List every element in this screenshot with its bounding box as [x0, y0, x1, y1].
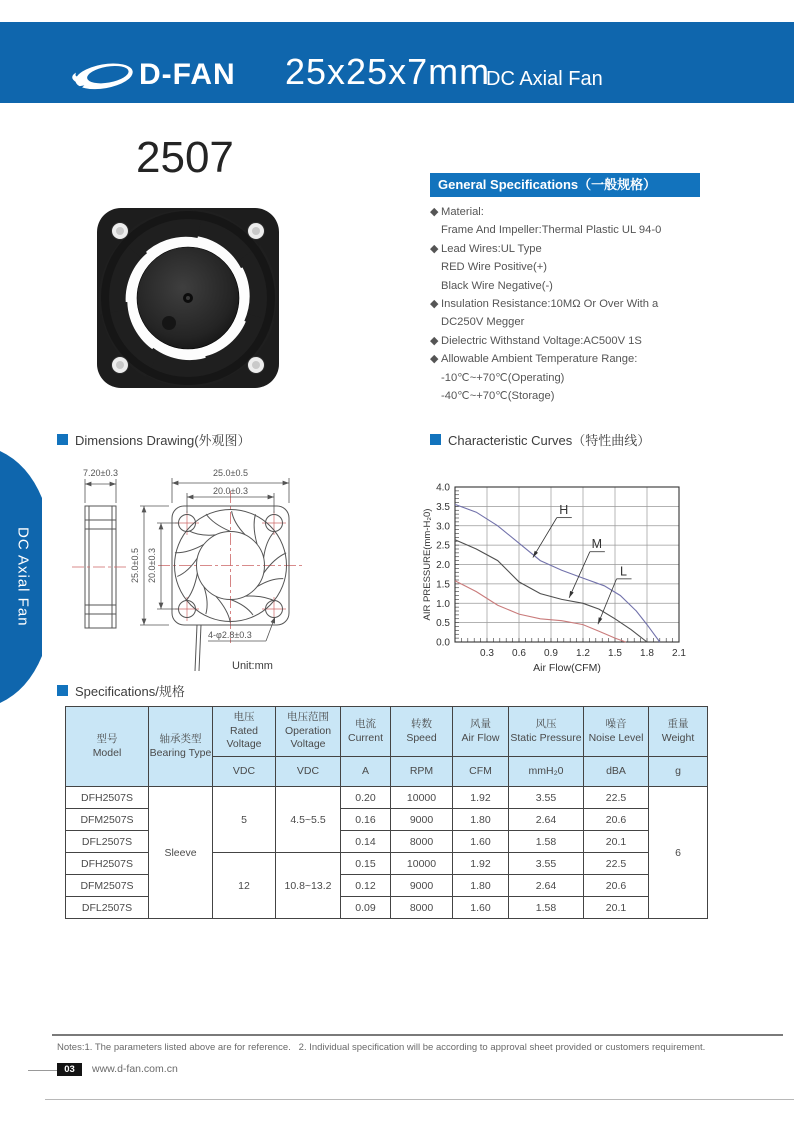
- spec-line: -40℃~+70℃(Storage): [441, 390, 555, 403]
- mount-holes-dim: 4-φ2.8±0.3: [208, 630, 252, 640]
- svg-text:1.0: 1.0: [436, 598, 450, 610]
- spec-line: Frame And Impeller:Thermal Plastic UL 94-0: [441, 224, 662, 237]
- svg-text:1.5: 1.5: [608, 648, 622, 659]
- cell-speed: 9000: [391, 875, 453, 897]
- col-header-noise: 噪音 Noise Level: [584, 707, 649, 757]
- col-header-bearing: 轴承类型 Bearing Type: [149, 707, 213, 787]
- cell-rated-voltage: 12: [213, 853, 276, 919]
- fan-product-image: [95, 202, 285, 392]
- cell-current: 0.12: [341, 875, 391, 897]
- specifications-section-title: Specifications/规格: [57, 681, 185, 700]
- diamond-bullet-icon: ◆: [430, 206, 439, 218]
- svg-text:L: L: [620, 564, 628, 579]
- header-band: [0, 22, 794, 103]
- col-header-speed: 转数 Speed: [391, 707, 453, 757]
- cell-pressure: 3.55: [509, 853, 584, 875]
- cell-noise: 20.1: [584, 831, 649, 853]
- general-specs-header: General Specifications（一般规格）: [430, 173, 700, 197]
- dimensions-drawing: [60, 463, 410, 678]
- hole-pitch-h-dim: 20.0±0.3: [147, 548, 157, 583]
- svg-text:3.0: 3.0: [436, 521, 450, 533]
- unit-vdc: VDC: [276, 757, 341, 787]
- cell-current: 0.16: [341, 809, 391, 831]
- cell-operation-voltage: 4.5~5.5: [276, 787, 341, 853]
- col-header-model: 型号 Model: [66, 707, 149, 787]
- cell-noise: 22.5: [584, 787, 649, 809]
- characteristic-curves-chart: [420, 465, 792, 677]
- brand-name: D-FAN: [139, 58, 236, 91]
- page-number-badge: 03: [57, 1063, 82, 1076]
- col-header-airflow: 风量 Air Flow: [453, 707, 509, 757]
- spec-line: RED Wire Positive(+): [441, 261, 547, 274]
- cell-current: 0.20: [341, 787, 391, 809]
- hole-pitch-w-dim: 20.0±0.3: [213, 486, 248, 496]
- col-header-pressure: 风压 Static Pressure: [509, 707, 584, 757]
- cell-airflow: 1.60: [453, 831, 509, 853]
- unit-rpm: RPM: [391, 757, 453, 787]
- cell-noise: 20.1: [584, 897, 649, 919]
- thickness-dim: 7.20±0.3: [83, 468, 118, 478]
- cell-speed: 10000: [391, 853, 453, 875]
- footer-divider: [52, 1034, 783, 1036]
- spec-line: -10℃~+70℃(Operating): [441, 371, 565, 384]
- col-header-rated-voltage: 电压 Rated Voltage: [213, 707, 276, 757]
- cell-rated-voltage: 5: [213, 787, 276, 853]
- fan-type-title: DC Axial Fan: [486, 68, 603, 90]
- svg-text:M: M: [591, 537, 603, 552]
- svg-text:2.1: 2.1: [672, 648, 686, 659]
- page-badge-lead-line: [28, 1070, 57, 1071]
- diamond-bullet-icon: ◆: [430, 334, 439, 347]
- fan-size-title: 25x25x7mm: [285, 51, 491, 92]
- unit-cfm: CFM: [453, 757, 509, 787]
- cell-operation-voltage: 10.8~13.2: [276, 853, 341, 919]
- cell-pressure: 3.55: [509, 787, 584, 809]
- svg-text:1.5: 1.5: [436, 579, 450, 591]
- cell-current: 0.15: [341, 853, 391, 875]
- front-view: [172, 506, 289, 671]
- cell-current: 0.09: [341, 897, 391, 919]
- frame-height-dim: 25.0±0.5: [130, 548, 140, 583]
- cell-speed: 10000: [391, 787, 453, 809]
- cell-pressure: 1.58: [509, 831, 584, 853]
- unit-label: Unit:mm: [232, 660, 273, 672]
- svg-text:1.2: 1.2: [576, 648, 590, 659]
- cell-speed: 8000: [391, 831, 453, 853]
- blue-square-icon: [57, 685, 68, 696]
- unit-mmh2o: mmH₂0: [509, 757, 584, 787]
- blue-square-icon: [57, 434, 68, 445]
- svg-text:H: H: [559, 503, 569, 518]
- cell-noise: 20.6: [584, 875, 649, 897]
- spec-line: ◆ Allowable Ambient Temperature Range:: [430, 350, 760, 368]
- cell-speed: 9000: [391, 809, 453, 831]
- cell-pressure: 2.64: [509, 809, 584, 831]
- side-tab-label: DC Axial Fan: [14, 527, 32, 627]
- cell-model: DFL2507S: [66, 897, 149, 919]
- cell-airflow: 1.92: [453, 853, 509, 875]
- cell-pressure: 1.58: [509, 897, 584, 919]
- dimensions-section-title: Dimensions Drawing(外观图）: [57, 430, 251, 449]
- unit-a: A: [341, 757, 391, 787]
- spec-line: ◆ Dielectric Withstand Voltage:AC500V 1S: [430, 332, 760, 350]
- table-row: [66, 787, 708, 809]
- bottom-divider: [45, 1099, 794, 1100]
- frame-width-dim: 25.0±0.5: [213, 468, 248, 478]
- model-number: 2507: [136, 133, 234, 182]
- svg-text:0.5: 0.5: [436, 618, 450, 630]
- curves-section-title: Characteristic Curves（特性曲线）: [430, 430, 650, 449]
- general-specs-list: [430, 203, 760, 405]
- diamond-bullet-icon: ◆: [430, 298, 439, 311]
- spec-line: ◆ Lead Wires:UL Type: [430, 240, 760, 258]
- svg-text:4.0: 4.0: [436, 482, 450, 494]
- side-tab-dc-axial-fan: [0, 451, 46, 703]
- cell-airflow: 1.92: [453, 787, 509, 809]
- cell-airflow: 1.80: [453, 809, 509, 831]
- diamond-bullet-icon: ◆: [430, 353, 439, 366]
- svg-text:1.8: 1.8: [640, 648, 654, 659]
- spec-line: ◆ Insulation Resistance:10MΩ Or Over With a: [430, 295, 760, 313]
- cell-model: DFL2507S: [66, 831, 149, 853]
- cell-noise: 22.5: [584, 853, 649, 875]
- svg-text:Air Flow(CFM): Air Flow(CFM): [533, 662, 601, 674]
- svg-text:0.0: 0.0: [436, 637, 450, 649]
- col-header-operation-voltage: 电压范围 Operation Voltage: [276, 707, 341, 757]
- spec-table: [65, 706, 708, 919]
- brand-logo-icon: [71, 63, 135, 90]
- svg-text:0.6: 0.6: [512, 648, 526, 659]
- cell-current: 0.14: [341, 831, 391, 853]
- cell-model: DFM2507S: [66, 809, 149, 831]
- unit-vdc: VDC: [213, 757, 276, 787]
- cell-airflow: 1.60: [453, 897, 509, 919]
- spec-line: ◆ Material:: [430, 203, 760, 221]
- spec-line: DC250V Megger: [441, 316, 525, 329]
- cell-airflow: 1.80: [453, 875, 509, 897]
- cell-pressure: 2.64: [509, 875, 584, 897]
- col-header-weight: 重量 Weight: [649, 707, 708, 757]
- col-header-current: 电流 Current: [341, 707, 391, 757]
- cell-model: DFH2507S: [66, 853, 149, 875]
- blue-square-icon: [430, 434, 441, 445]
- cell-speed: 8000: [391, 897, 453, 919]
- svg-text:2.0: 2.0: [436, 560, 450, 571]
- diamond-bullet-icon: ◆: [430, 242, 439, 255]
- svg-text:0.3: 0.3: [480, 648, 494, 659]
- cell-bearing: Sleeve: [149, 787, 213, 919]
- footer-notes: Notes:1. The parameters listed above are for reference. 2. Individual specification will be according to approval sheet provided or customers requirement.: [57, 1042, 706, 1053]
- unit-dba: dBA: [584, 757, 649, 787]
- cell-model: DFM2507S: [66, 875, 149, 897]
- cell-noise: 20.6: [584, 809, 649, 831]
- svg-text:2.5: 2.5: [436, 540, 450, 552]
- cell-model: DFH2507S: [66, 787, 149, 809]
- website-link[interactable]: www.d-fan.com.cn: [92, 1063, 178, 1075]
- svg-text:0.9: 0.9: [544, 648, 558, 659]
- spec-line: Black Wire Negative(-): [441, 279, 553, 292]
- svg-text:AIR PRESSURE(mm-H₂0): AIR PRESSURE(mm-H₂0): [422, 508, 433, 621]
- cell-weight: 6: [649, 787, 708, 919]
- unit-g: g: [649, 757, 708, 787]
- svg-text:3.5: 3.5: [436, 501, 450, 513]
